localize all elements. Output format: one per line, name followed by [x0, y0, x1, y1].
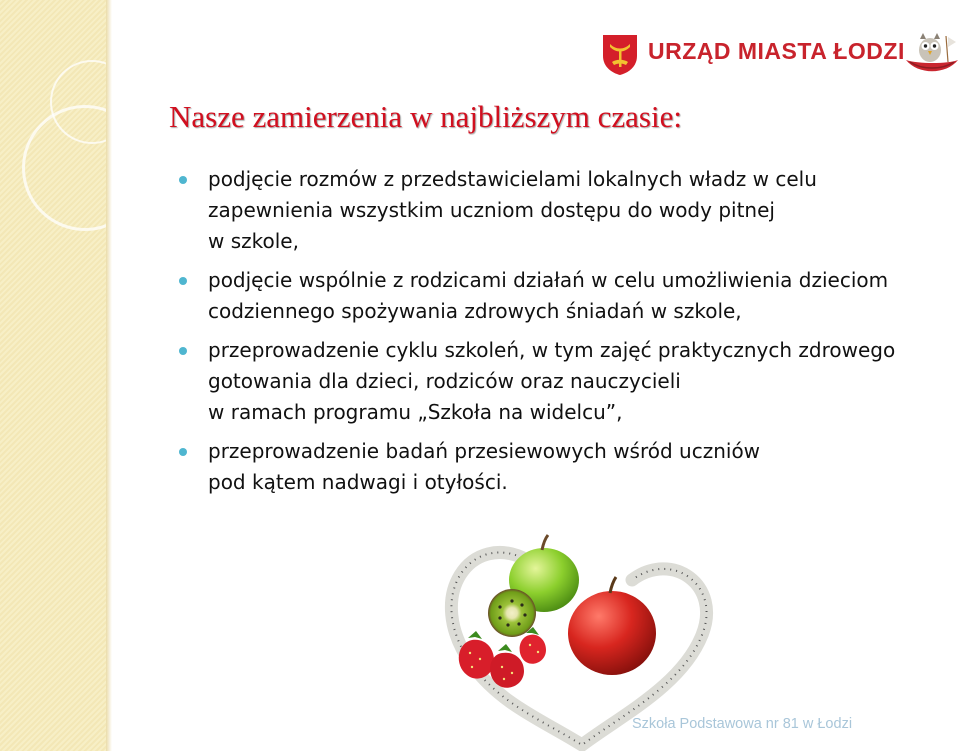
bullet-line: gotowania dla dzieci, rodziców oraz nauczycieli	[208, 369, 681, 393]
strip-edge	[106, 0, 112, 751]
owl-boat-mascot-icon	[904, 28, 960, 80]
left-decorative-strip	[0, 0, 112, 751]
slide-title: Nasze zamierzenia w najbliższym czasie:	[169, 99, 682, 134]
bullet-line: przeprowadzenie badań przesiewowych wśród uczniów	[208, 439, 761, 463]
bullet-line: podjęcie wspólnie z rodzicami działań w celu umożliwienia dzieciom	[208, 268, 889, 292]
footer-school-name: Szkoła Podstawowa nr 81 w Łodzi	[632, 716, 853, 732]
bullet-line: codziennego spożywania zdrowych śniadań w szkole,	[208, 299, 742, 323]
bullet-item	[178, 335, 958, 428]
lodz-coat-of-arms-icon	[600, 32, 640, 76]
bullet-line: przeprowadzenie cyklu szkoleń, w tym zajęć praktycznych zdrowego	[208, 338, 896, 362]
bullet-list	[178, 164, 958, 506]
bullet-line: w ramach programu „Szkoła na widelcu”,	[208, 400, 623, 424]
bullet-dot-icon	[179, 448, 187, 456]
city-office-logo-text: URZĄD MIASTA ŁODZI	[648, 38, 905, 64]
bullet-dot-icon	[179, 347, 187, 355]
bullet-dot-icon	[179, 176, 187, 184]
bullet-line: w szkole,	[208, 229, 299, 253]
bullet-item	[178, 436, 958, 498]
bullet-line: podjęcie rozmów z przedstawicielami lokalnych władz w celu	[208, 167, 817, 191]
bullet-line: pod kątem nadwagi i otyłości.	[208, 470, 508, 494]
bullet-item	[178, 164, 958, 257]
bullet-line: zapewnienia wszystkim uczniom dostępu do wody pitnej	[208, 198, 775, 222]
bullet-dot-icon	[179, 277, 187, 285]
bullet-item	[178, 265, 958, 327]
